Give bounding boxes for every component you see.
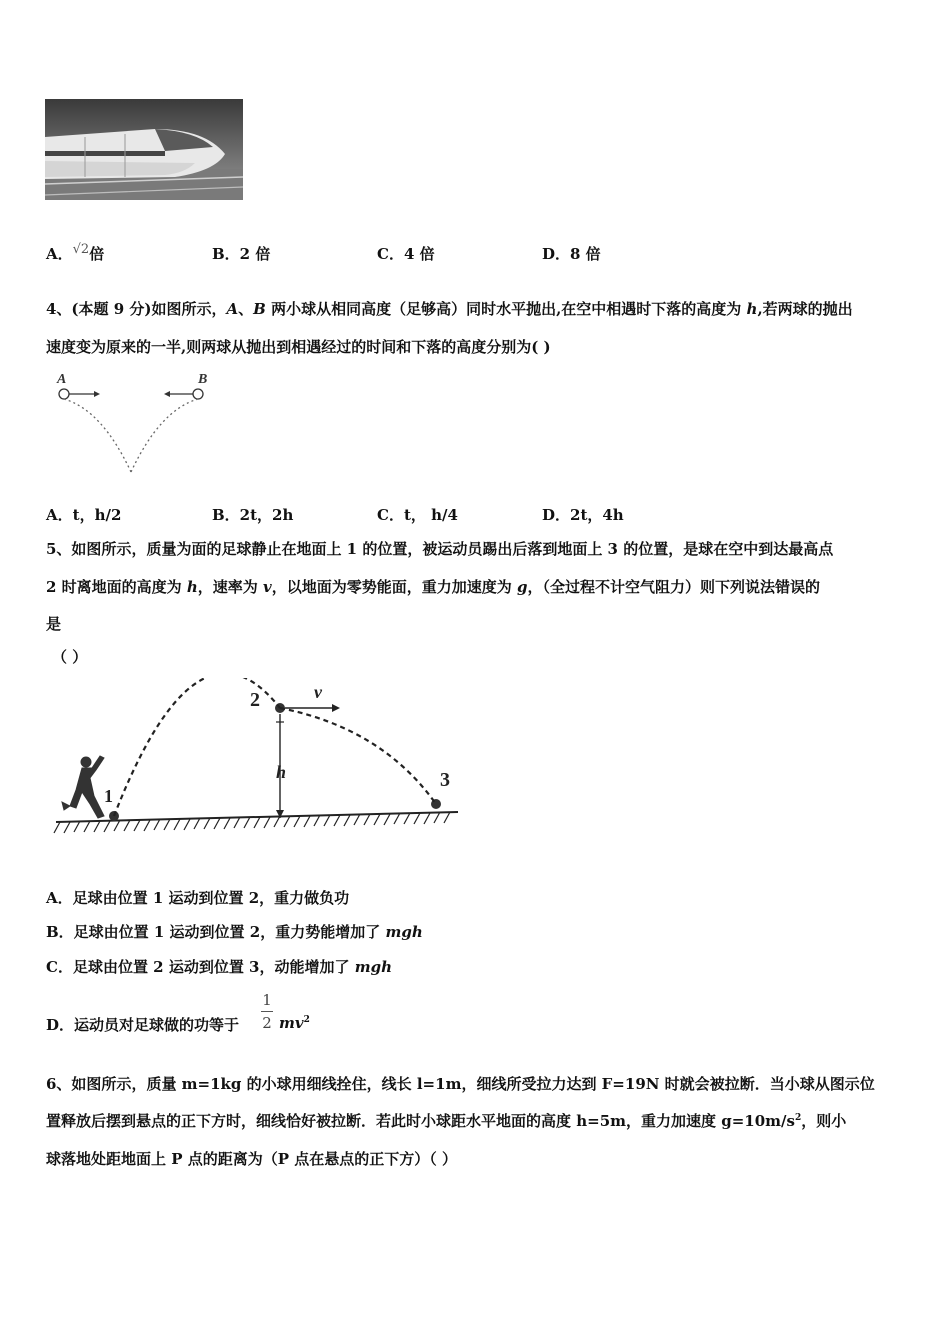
q3-option-c[interactable]: C．4 倍: [377, 245, 435, 263]
q3-option-d[interactable]: D．8 倍: [542, 245, 601, 263]
q5-optC-text: C．足球由位置 2 运动到位置 3，动能增加了: [46, 958, 355, 976]
label-3: 3: [440, 769, 450, 791]
var-h: h: [746, 300, 758, 318]
var-B: B: [253, 300, 266, 318]
label-h: h: [276, 762, 287, 782]
q5-l2d: ，（全过程不计空气阻力）则下列说法错误的: [527, 578, 820, 596]
q4-sep: 、: [238, 300, 254, 318]
q5-option-c[interactable]: [46, 956, 392, 977]
q5-option-b[interactable]: [46, 921, 423, 942]
q4-option-a[interactable]: A．t，h/2: [46, 506, 122, 524]
q5-stem-line1: 5、如图所示，质量为面的足球静止在地面上 1 的位置，被运动员踢出后落到地面上 3 的位置，是球在空中到达最高点: [46, 540, 834, 558]
q5-optB-text: B．足球由位置 1 运动到位置 2，重力势能增加了: [46, 923, 386, 941]
train-photo: [45, 99, 243, 200]
arrow-right-icon: [332, 704, 340, 712]
var-mgh: mgh: [354, 958, 392, 976]
ball-b: [193, 389, 203, 399]
q4-prefix: 4、(本题 9 分)如图所示，: [46, 300, 227, 318]
player-icon: [62, 756, 104, 818]
q3-option-a-label: A．: [46, 245, 73, 263]
q5-l2c: ，以地面为零势能面，重力加速度为: [271, 578, 517, 596]
q3-option-a[interactable]: [46, 243, 104, 264]
q5-option-d[interactable]: [46, 1014, 239, 1035]
q5-stem-line4: （ ）: [52, 648, 88, 666]
sqrt2-symbol: √2: [72, 242, 90, 257]
fraction-denominator: 2: [262, 1014, 272, 1032]
var-mv: mv: [279, 1014, 304, 1032]
label-a: A: [57, 372, 67, 387]
arrow-left-icon: [164, 391, 170, 397]
arrow-right-icon: [94, 391, 100, 397]
q5-l2b: ，速率为: [197, 578, 264, 596]
var-g: g: [516, 578, 528, 596]
exp-2: 2: [794, 1113, 802, 1123]
label-b: B: [198, 372, 208, 387]
var-v: v: [263, 578, 272, 596]
q5-stem-line2: [46, 576, 820, 597]
var-mgh: mgh: [385, 923, 423, 941]
fraction-numerator: 1: [262, 991, 272, 1009]
q4-stem-line1: [46, 298, 853, 319]
q5-stem-line3: 是: [46, 615, 62, 633]
q4-mid: 两小球从相同高度（足够高）同时水平抛出,在空中相遇时下落的高度为: [265, 300, 747, 318]
q4-figure: [52, 370, 222, 475]
q6-l2a: 置释放后摆到悬点的正下方时，细线恰好被拉断．若此时小球距水平地面的高度 h=5m，重力加速度 g=10m/s: [46, 1112, 795, 1130]
exp-2: 2: [303, 1015, 310, 1025]
q5-option-a[interactable]: A．足球由位置 1 运动到位置 2，重力做负功: [46, 889, 350, 907]
q6-stem-line2: [46, 1110, 846, 1131]
q5-figure: [52, 678, 462, 840]
var-A: A: [226, 300, 239, 318]
label-2: 2: [250, 689, 260, 711]
q6-l2b: ，则小: [801, 1112, 847, 1130]
q4-option-c[interactable]: C．t， h/4: [377, 506, 458, 524]
q3-option-a-unit: 倍: [89, 245, 105, 263]
fraction-bar: [261, 1011, 273, 1012]
q6-stem-line3: 球落地处距地面上 P 点的距离为（P 点在悬点的正下方）（ ）: [46, 1150, 457, 1168]
q3-option-b[interactable]: B．2 倍: [212, 245, 271, 263]
q5-l2a: 2 时离地面的高度为: [46, 578, 187, 596]
label-1: 1: [104, 786, 113, 806]
q5-optD-var: [279, 1014, 310, 1032]
ball-a: [59, 389, 69, 399]
label-v: v: [314, 682, 322, 702]
q5-optD-text: D．运动员对足球做的功等于: [46, 1016, 240, 1034]
q6-stem-line1: 6、如图所示，质量 m=1kg 的小球用细线拴住，线长 l=1m，细线所受拉力达到 F=19N 时就会被拉断．当小球从图示位: [46, 1075, 875, 1093]
q4-stem-line2: 速度变为原来的一半,则两球从抛出到相遇经过的时间和下落的高度分别为( ): [46, 338, 551, 356]
q4-option-d[interactable]: D．2t，4h: [542, 506, 624, 524]
q4-end: ,若两球的抛出: [757, 300, 853, 318]
q4-option-b[interactable]: B．2t，2h: [212, 506, 294, 524]
var-h: h: [186, 578, 198, 596]
